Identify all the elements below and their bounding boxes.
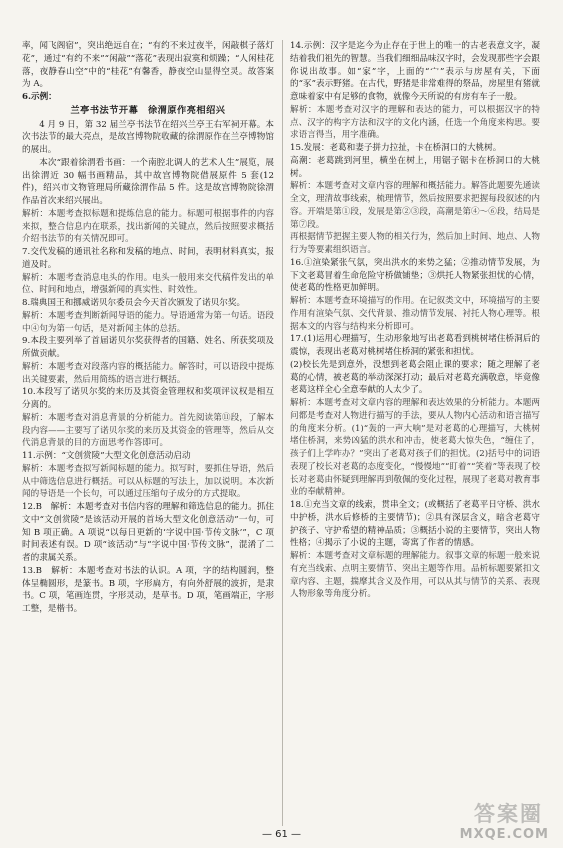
q18-analysis: 解析：本题考查对文章标题的理解能力。叙事文章的标题一般来说有充当线索、点明主要情节、突出主题等作用。品析标题要紧扣文章内容、主题，揣摩其含义及作用，可以从其与情节的关系、表现人物形象等角度分析。 xyxy=(290,551,540,600)
q13-answer: 13.B 解析：本题考查对书法的认识。A 项，字的结构圆润，整体呈椭圆形，是篆书。B 项，字形扁方，有向外舒展的波折，是隶书。C 项，笔画连贯，字形灵动，是草书。D 项，笔画端正，字形工整，是楷书。 xyxy=(22,565,274,614)
watermark xyxy=(435,798,553,842)
column-divider xyxy=(282,40,283,826)
q15-answer-development: 15.发展：老葛和妻子拼力拉扯，卡在桥洞口的大桃树。 xyxy=(290,143,502,153)
news-body: 本次“跟着徐渭看书画：一个南腔北调人的艺术人生”展览，展出徐渭近 30 幅书画精品，其中故宫博物院借展原件 5 套(12 件)，绍兴市文物管理局所藏徐渭作品 5 件。这是故宫博物院徐渭作品首次来绍兴展出。 xyxy=(22,157,274,206)
q9-analysis: 解析：本题考查对段落内容的概括能力。解答时，可以语段中提炼出关键要素，然后用简练的语言进行概括。 xyxy=(22,361,274,385)
q17-answer-part2: (2)校长先是到意外，没想到老葛会阻止课的要求；随之理解了老葛的心情，被老葛的举动深深打动；最后对老葛充满敬意，毕竟像老葛这样全心全意奉献的人太少了。 xyxy=(290,359,540,396)
q6-analysis: 解析：本题考查拟标题和提炼信息的能力。标题可根据事件的内容来拟，整合信息内在联系，找出新闻的关键点，然后按照要求概括介绍书法节的有关情况即可。 xyxy=(22,208,274,245)
q12-answer: 12.B 解析：本题考查对书信内容的理解和筛选信息的能力。抓住文中“文创赏陵”是该活动开展的首场大型文化创意活动”一句，可知 B 项正确。A 项说“以每日更新的‘字说中国·节传文脉’”，C 项时间表述有误。D 项“该活动”与“字说中国·节传文脉”，混淆了二者的隶属关系。 xyxy=(22,502,275,563)
q15-answer-climax: 高潮：老葛跳到河里，横坐在树上，用锯子锯卡在桥洞口的大桃树。 xyxy=(290,155,540,179)
news-lead: 4 月 9 日，第 32 届兰亭书法节在绍兴兰亭王右军祠开幕。本次书法节的最大亮点，是故宫博物院收藏的徐渭原作在兰亭博物馆的展出。 xyxy=(22,119,274,155)
q11-analysis: 解析：本题考查拟写新闻标题的能力。拟写时，要抓住导语，然后从中筛选信息进行概括。可以从标题的写法上，加以说明。本次新闻的导语是一个长句，可以通过压缩句子成分的方式提取。 xyxy=(22,463,274,500)
q7-analysis: 解析：本题考查消息电头的作用。电头一般用来交代稿件发出的单位、时间和地点，增强新闻的真实性、时效性。 xyxy=(22,272,274,296)
left-column xyxy=(22,40,274,616)
q16-analysis: 解析：本题考查环境描写的作用。在记叙类文中，环境描写的主要作用有渲染气氛、交代背景、推动情节发展、衬托人物心理等。根据本文的内容与结构来分析即可。 xyxy=(290,296,540,332)
watermark-url: MXQE.COM xyxy=(459,827,549,842)
q10-answer: 10.本段写了诺贝尔奖的来历及其资金管理权和奖项评议权是相互分离的。 xyxy=(22,387,274,410)
q11-answer: 11.示例：“文创赏陵”大型文化创意活动启动 xyxy=(22,451,191,461)
q14-answer: 14.示例：汉字是迄今为止存在于世上的唯一的古老表意文字，凝结着我们祖先的智慧。当我们细细品味汉字时，会发现那些字会跟你说出故事。如“家”字，上面的“宀”表示与房屋有关，下面的“豕”表示野猪。在古代，野猪是非常难得的祭品，房屋里有猪就意味着家中有足够的食物，就像今天所说的有房有车子一般。 xyxy=(290,41,540,102)
q10-analysis: 解析：本题考查对消息背景的分析能力。首先阅读第⑪段，了解本段内容——主要写了诺贝尔奖的来历及其资金的管理等，然后从交代消息背景的目的方面思考作答即可。 xyxy=(22,412,274,449)
q8-answer: 8.瑞典国王和挪威诺贝尔委员会今天首次颁发了诺贝尔奖。 xyxy=(22,298,246,308)
q17-answer-part1: 17.(1)运用心理描写，生动形象地写出老葛看到桃树堵住桥洞后的震惊，表现出老葛对桃树堵住桥洞的紧张和担忧。 xyxy=(290,334,540,357)
page-number: — 61 — xyxy=(261,829,302,840)
q9-answer: 9.本段主要列举了首届诺贝尔奖获得者的国籍、姓名、所获奖项及所做贡献。 xyxy=(22,336,274,359)
q18-answer: 18.①充当文章的线索，贯串全文；(或概括了老葛平日守桥、洪水中护桥，洪水后修桥的主要情节)；②具有深层含义，暗含老葛守护孩子、守护希望的精神品质；③概括小说的主要情节，突出人物性格；④揭示了小说的主题，寄寓了作者的情感。 xyxy=(290,500,540,549)
q7-answer: 7.交代发稿的通讯社名称和发稿的地点、时间，表明材料真实，报道及时。 xyxy=(22,247,274,270)
watermark-logo-text: 答案圈 xyxy=(474,802,543,826)
q14-analysis: 解析：本题考查对汉字的理解和表达的能力，可以根据汉字的特点、汉字的构字方法和汉字的文化内涵，任选一个角度来构思。要求语言得当，用字准确。 xyxy=(290,104,540,141)
q8-analysis: 解析：本题考查判断新闻导语的能力。导语通常为第一句话。语段中④句为第一句话，是对新闻主体的总括。 xyxy=(22,310,274,334)
q15-analysis-continued: 再根据情节把握主要人物的相关行为，然后加上时间、地点、人物行为等要素组织语言。 xyxy=(290,232,540,255)
news-headline: 兰亭书法节开幕 徐渭原作亮相绍兴 xyxy=(70,104,226,116)
q17-analysis: 解析：本题考查对文章内容的理解和表达效果的分析能力。本题两问都是考查对人物进行描写的手法，要从人物内心活动和语言描写的角度来分析。(1)“轰的一声大响”是对老葛的心理描写，大桃树堵住桥洞，来势凶猛的洪水和冲击，使老葛大惊失色，“缠住了，孩子们上学咋办？”突出了老葛对孩子们的担忧。(2)括号中的词语表现了校长对老葛的态度变化，“慢慢地”“盯着”“笑着”等表现了校长对老葛由怀疑到理解再到敬佩的变化过程，展现了老葛对教育事业的奉献精神。 xyxy=(290,398,540,498)
right-column xyxy=(290,40,540,601)
q16-answer: 16.①渲染紧张气氛，突出洪水的来势之猛；②推动情节发展，为下文老葛冒着生命危险守桥做铺垫；③烘托人物紧张担忧的心情，使老葛的性格更加鲜明。 xyxy=(290,257,540,294)
q6-label: 6.示例： xyxy=(22,92,57,102)
q5-analysis-continued: 率，闻飞阁宿”，突出绝远自在；“有约不来过夜半，闲敲棋子落灯花”，通过“有约不来”“闲敲”“落花”表现出寂寞和烦躁；“人闲桂花落，夜静春山空”中的“桂花”有馨香，静夜空山显得空灵。故答案为 A。 xyxy=(22,41,274,90)
q15-analysis: 解析：本题考查对文章内容的理解和概括能力。解答此题要先通读全文，理清故事线索，梳理情节，然后按照要求把握每段叙述的内容。开端是第①段，发展是第②③段，高潮是第④～⑥段，结局是第⑦段。 xyxy=(290,181,540,230)
